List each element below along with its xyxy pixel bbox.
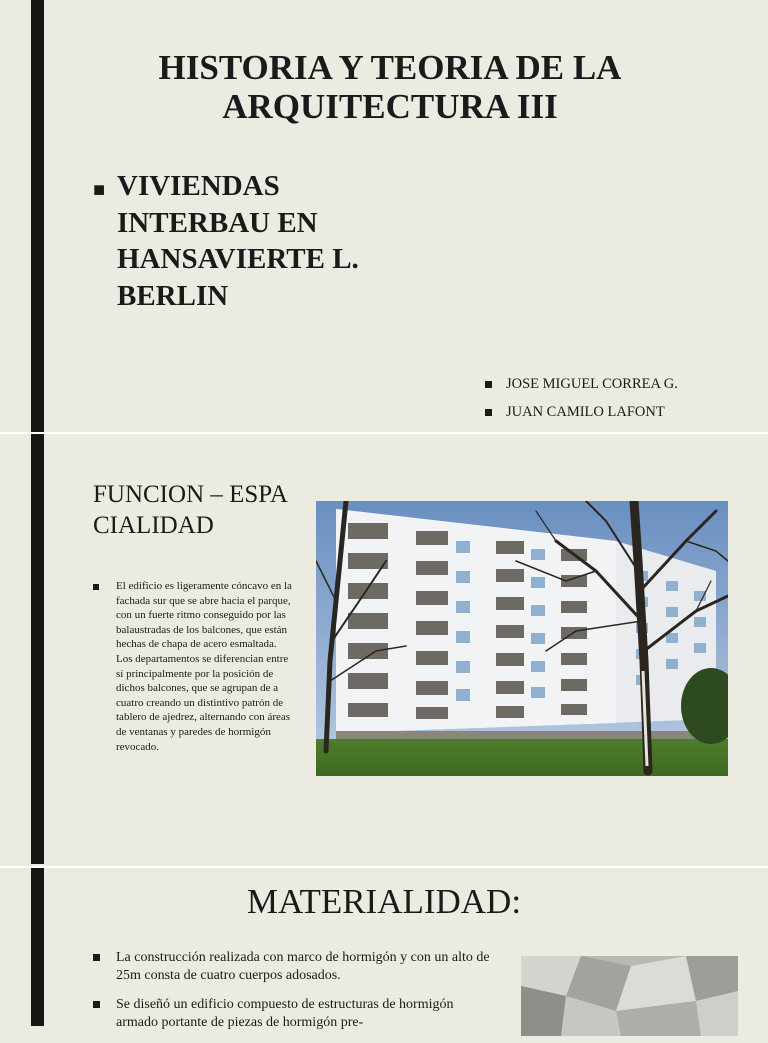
list-item xyxy=(93,949,493,985)
subtitle-text: VIVIENDAS INTERBAU EN HANSAVIERTE L. BERLIN xyxy=(117,170,359,312)
list-item xyxy=(93,996,493,1032)
description-paragraph xyxy=(93,579,293,754)
author-name: JUAN CAMILO LAFONT xyxy=(506,404,665,420)
slide-title xyxy=(0,0,768,432)
section-heading: MATERIALIDAD: xyxy=(246,882,522,921)
building-photo xyxy=(316,501,728,776)
presentation-title: HISTORIA Y TEORIA DE LA ARQUITECTURA III xyxy=(158,48,622,126)
author-item xyxy=(485,370,678,398)
slide-materialidad xyxy=(0,866,768,1030)
author-item xyxy=(485,398,678,426)
left-rail xyxy=(31,0,44,432)
author-list xyxy=(485,370,678,426)
square-bullet-icon xyxy=(485,381,492,388)
square-bullet-icon xyxy=(93,954,100,961)
square-bullet-icon xyxy=(93,584,99,590)
section-heading: FUNCION – ESPACIALIDAD xyxy=(93,481,288,539)
slide-divider xyxy=(0,866,768,868)
slide-funcion xyxy=(0,432,768,866)
concrete-blocks-photo xyxy=(521,956,738,1036)
left-rail xyxy=(31,434,44,864)
square-bullet-icon xyxy=(93,1001,100,1008)
presentation-subtitle xyxy=(93,168,383,314)
list-item-text: La construcción realizada con marco de hormigón y con un alto de 25m consta de cuatro cuerpos adosados. xyxy=(116,950,490,983)
bullet-list xyxy=(93,949,493,1043)
square-bullet-icon xyxy=(485,409,492,416)
list-item-text: Se diseñó un edificio compuesto de estructuras de hormigón armado portante de piezas de hormigón pre- xyxy=(116,997,454,1030)
square-bullet-icon: ■ xyxy=(93,179,106,201)
paragraph-text: El edificio es ligeramente cóncavo en la fachada sur que se abre hacia el parque, con un fuerte ritmo conseguido por las balaustradas de los balcones, que están hechas de chapa de acero esmaltada. Los departamentos se diferencian entre sí principalmente por la posición de dichos balcones, que se agrupan de a cuatro creando un distintivo patrón de tablero de ajedrez, alternando con áreas de ventanas y paredes de hormigón revocado. xyxy=(116,580,292,753)
slide-divider xyxy=(0,432,768,434)
author-name: JOSE MIGUEL CORREA G. xyxy=(506,376,678,392)
